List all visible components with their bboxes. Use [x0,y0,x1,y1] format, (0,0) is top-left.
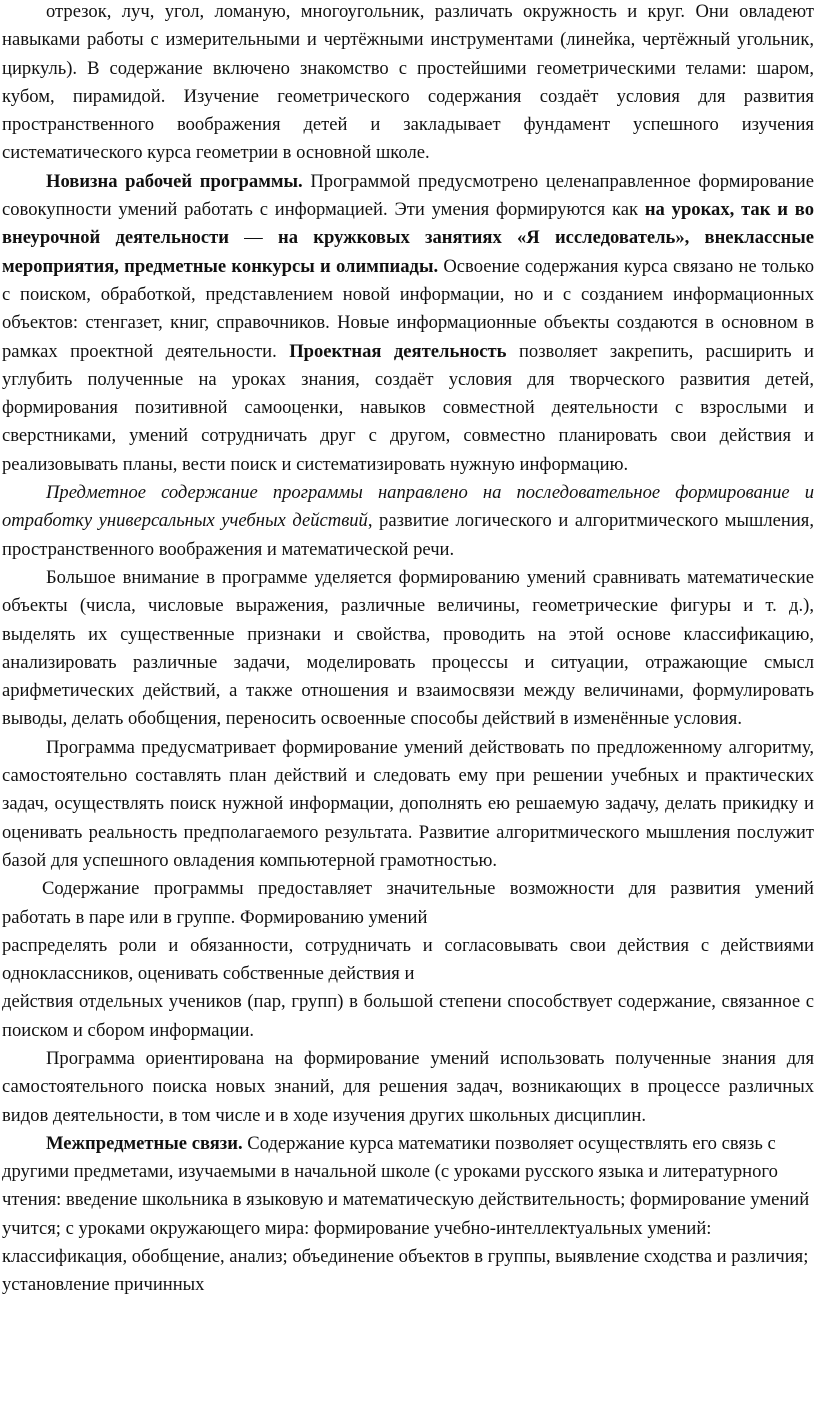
paragraph-text: Программа предусматривает формирование умений действовать по предложенному алгоритму, самостоятельно составлять план действий и следовать ему при решении учебных и практических задач, осуществлять поиск нужной информации, дополнять ею решаемую задачу, делать прикидку и оценивать реальность предполагаемого результата. Развитие алгоритмического мышления послужит базой для успешного овладения компьютерной грамотностью. [2,736,814,871]
paragraph-roles [2,932,814,989]
paragraph-attention [2,564,814,734]
paragraph-group-work [2,875,814,932]
paragraph-text: действия отдельных учеников (пар, групп) в большой степени способствует содержание, связанное с поиском и сбором информации. [2,991,814,1041]
paragraph-orientation [2,1045,814,1130]
paragraph-text: Программа ориентирована на формирование умений использовать полученные знания для самостоятельного поиска новых знаний, для решения задач, возникающих в процессе различных видов деятельности, в том числе и в ходе изучения других школьных дисциплин. [2,1047,814,1126]
paragraph-geometry-content [2,0,814,168]
paragraph-text: Содержание курса математики позволяет осуществлять его связь с другими предметами, изучаемыми в начальной школе (с уроками русского языка и литературного чтения: введение школьника в языковую и математическую действительность; формирование умений учится; с уроками окружающего мира: формирование учебно-интеллектуальных умений: классификация, обобщение, анализ; объединение объектов в группы, выявление сходства и различия; установление причинных [2,1132,810,1296]
paragraph-subject-content [2,479,814,564]
paragraph-text: отрезок, луч, угол, ломаную, многоугольник, различать окружность и круг. Они овладеют навыками работы с измерительными и чертёжными инструментами (линейка, чертёжный угольник, циркуль). В содержание включено знакомство с простейшими геометрическими телами: шаром, кубом, пирамидой. Изучение геометрического содержания создаёт условия для развития пространственного воображения детей и закладывает фундамент успешного изучения систематического курса геометрии в основной школе. [2,1,814,164]
paragraph-text: , развитие логического и алгоритмического мышления, пространственного воображения и математической речи. [2,510,814,560]
paragraph-interdisciplinary [2,1130,814,1300]
section-heading-interdisciplinary: Межпредметные связи. [46,1132,243,1154]
paragraph-text: позволяет закрепить, расширить и углубить полученные на уроках знания, создаёт условия для творческого развития детей, формирования позитивной самооценки, навыков совместной деятельности с взрослыми и сверстниками, умений сотрудничать друг с другом, совместно планировать свои действия и реализовывать планы, вести поиск и систематизировать нужную информацию. [2,340,814,475]
paragraph-algorithm [2,734,814,875]
paragraph-text: Освоение содержания курса связано не только с поиском, обработкой, представлением новой информации, но и с созданием информационных объектов: стенгазет, книг, справочников. Новые информационные объекты создаются в основном в рамках проектной деятельности. [2,255,814,362]
bold-phrase-activities: на кружковых занятиях «Я исследователь», внеклассные мероприятия, предметные конкурсы и олимпиады. [2,227,814,277]
paragraph-student-actions [2,988,814,1045]
paragraph-novelty [2,168,814,479]
bold-phrase-project-activity: Проектная деятельность [289,340,507,362]
italic-phrase-subject-content: Предметное содержание программы направлено на последовательное формирование и отработку универсальных учебных действий [2,482,814,532]
paragraph-text: распределять роли и обязанности, сотрудничать и согласовывать свои действия с действиями одноклассников, оценивать собственные действия и [2,934,814,985]
bold-phrase-lessons: на уроках, так и во внеурочной деятельности [2,199,814,249]
dash-separator: — [228,227,279,249]
paragraph-text: Программой предусмотрено целенаправленное формирование совокупности умений работать с информацией. Эти умения формируются как [2,170,815,221]
section-heading-novelty: Новизна рабочей программы. [46,170,303,192]
paragraph-text: Содержание программы предоставляет значительные возможности для развития умений работать в паре или в группе. Формированию умений [2,878,814,928]
paragraph-text: Большое внимание в программе уделяется формированию умений сравнивать математические объекты (числа, числовые выражения, различные величины, геометрические фигуры и т. д.), выделять их существенные признаки и свойства, проводить на этой основе классификацию, анализировать различные задачи, моделировать процессы и ситуации, отражающие смысл арифметических действий, а также отношения и взаимосвязи между величинами, формулировать выводы, делать обобщения, переносить освоенные способы действий в изменённые условия. [2,566,814,730]
